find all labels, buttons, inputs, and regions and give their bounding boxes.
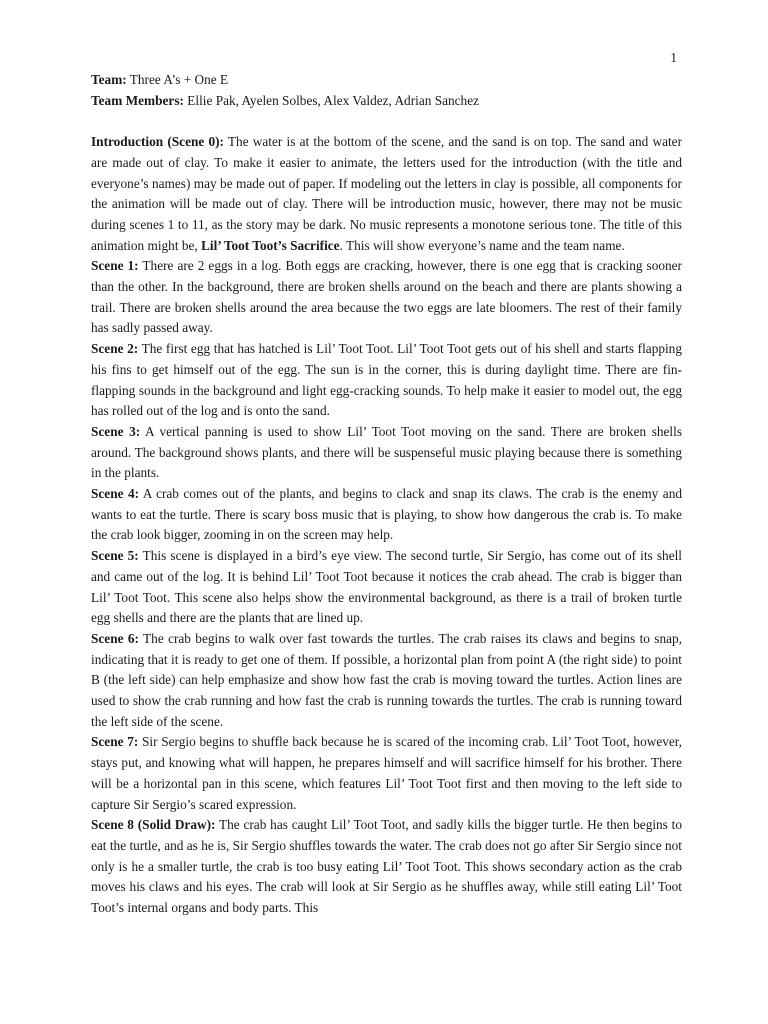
scene-text: Sir Sergio begins to shuffle back because he is scared of the incoming crab. Lil’ Toot Toot, however, stays put, and knowing what will happen, he prepares himself and will sacrifice himself for his brother. There will be a horizontal pan in this scene, which features Lil’ Toot Toot first and then moving to the left side to capture Sir Sergio’s scared expression.: [91, 734, 682, 812]
team-value: Three A’s + One E: [126, 72, 229, 87]
scene-label: Scene 8 (Solid Draw):: [91, 817, 216, 833]
scene-text: The crab has caught Lil’ Toot Toot, and sadly kills the bigger turtle. He then begins to eat the turtle, and as he is, Sir Sergio shuffles towards the water. The crab does not go after Sir Sergio since not only is he a smaller turtle, the crab is too busy eating Lil’ Toot Toot. This shows secondary action as the crab moves his claws and his eyes. The crab will look at Sir Sergio as he shuffles away, while still eating Lil’ Toot Toot’s internal organs and body parts. This: [91, 817, 683, 916]
team-line: [91, 70, 682, 91]
scene-8-paragraph: [91, 815, 682, 919]
animation-title: Lil’ Toot Toot’s Sacrifice: [201, 237, 340, 253]
introduction-paragraph: [91, 132, 682, 256]
introduction-text: The water is at the bottom of the scene, and the sand is on top. The sand and water are made out of clay. To make it easier to animate, the letters used for the introduction (with the title and everyone’s names) may be made out of paper. If modeling out the letters in clay is possible, all components for the animation will be made out of clay. There will be introduction music, however, there may not be music during scenes 1 to 11, as the story may be dark. No music represents a monotone serious tone. The title of this animation might be,: [91, 134, 682, 253]
scene-1-paragraph: [91, 256, 682, 339]
scene-4-paragraph: [91, 484, 682, 546]
scene-label: Scene 4:: [91, 486, 140, 502]
scene-text: A crab comes out of the plants, and begins to clack and snap its claws. The crab is the enemy and wants to eat the turtle. There is scary boss music that is playing, to show how dangerous the crab is. To make the crab look bigger, zooming in on the screen may help.: [91, 486, 682, 543]
scene-5-paragraph: [91, 546, 682, 629]
team-members-value: Ellie Pak, Ayelen Solbes, Alex Valdez, Adrian Sanchez: [183, 92, 479, 108]
team-members-label: Team Members:: [91, 92, 184, 108]
introduction-text-after: . This will show everyone’s name and the team name.: [339, 237, 625, 253]
scene-7-paragraph: [91, 732, 682, 815]
scene-2-paragraph: [91, 339, 682, 422]
scene-text: The first egg that has hatched is Lil’ Toot Toot. Lil’ Toot Toot gets out of his shell and starts flapping his fins to get himself out of the egg. The sun is in the corner, this is during daylight time. There are fin-flapping sounds in the background and light egg-cracking sounds. To help make it easier to model out, the egg has rolled out of the log and is onto the sand.: [91, 341, 682, 419]
scene-label: Scene 7:: [91, 734, 139, 750]
scene-label: Scene 2:: [91, 341, 139, 357]
introduction-label: Introduction (Scene 0):: [91, 134, 224, 150]
scene-label: Scene 1:: [91, 258, 139, 274]
scene-text: There are 2 eggs in a log. Both eggs are cracking, however, there is one egg that is cracking sooner than the other. In the background, there are broken shells around on the beach and there are plants showing a trail. There are broken shells around the area because the two eggs are late bloomers. The rest of their family has sadly passed away.: [91, 258, 682, 336]
scene-text: This scene is displayed in a bird’s eye view. The second turtle, Sir Sergio, has come out of its shell and came out of the log. It is behind Lil’ Toot Toot because it notices the crab ahead. The crab is bigger than Lil’ Toot Toot. This scene also helps show the environmental background, as there is a trail of broken turtle egg shells and there are the plants that are lined up.: [91, 548, 682, 626]
team-label: Team:: [91, 72, 127, 87]
scene-text: A vertical panning is used to show Lil’ Toot Toot moving on the sand. There are broken shells around. The background shows plants, and there will be suspenseful music playing because there is something in the plants.: [91, 423, 682, 481]
page-number: 1: [670, 50, 677, 65]
team-members-line: [91, 91, 682, 112]
scene-6-paragraph: [91, 629, 682, 733]
scene-label: Scene 3:: [91, 423, 141, 439]
scene-text: The crab begins to walk over fast towards the turtles. The crab raises its claws and begins to snap, indicating that it is ready to get one of them. If possible, a horizontal plan from point A (the right side) to point B (the left side) can help emphasize and show how fast the crab is moving toward the turtles. Action lines are used to show the crab running and how fast the crab is running towards the turtles. The crab is running toward the left side of the scene.: [91, 630, 682, 729]
scene-list: [91, 256, 682, 919]
blank-line: [91, 111, 682, 132]
scene-label: Scene 5:: [91, 548, 139, 564]
scene-label: Scene 6:: [91, 630, 139, 646]
scene-3-paragraph: [91, 422, 682, 484]
